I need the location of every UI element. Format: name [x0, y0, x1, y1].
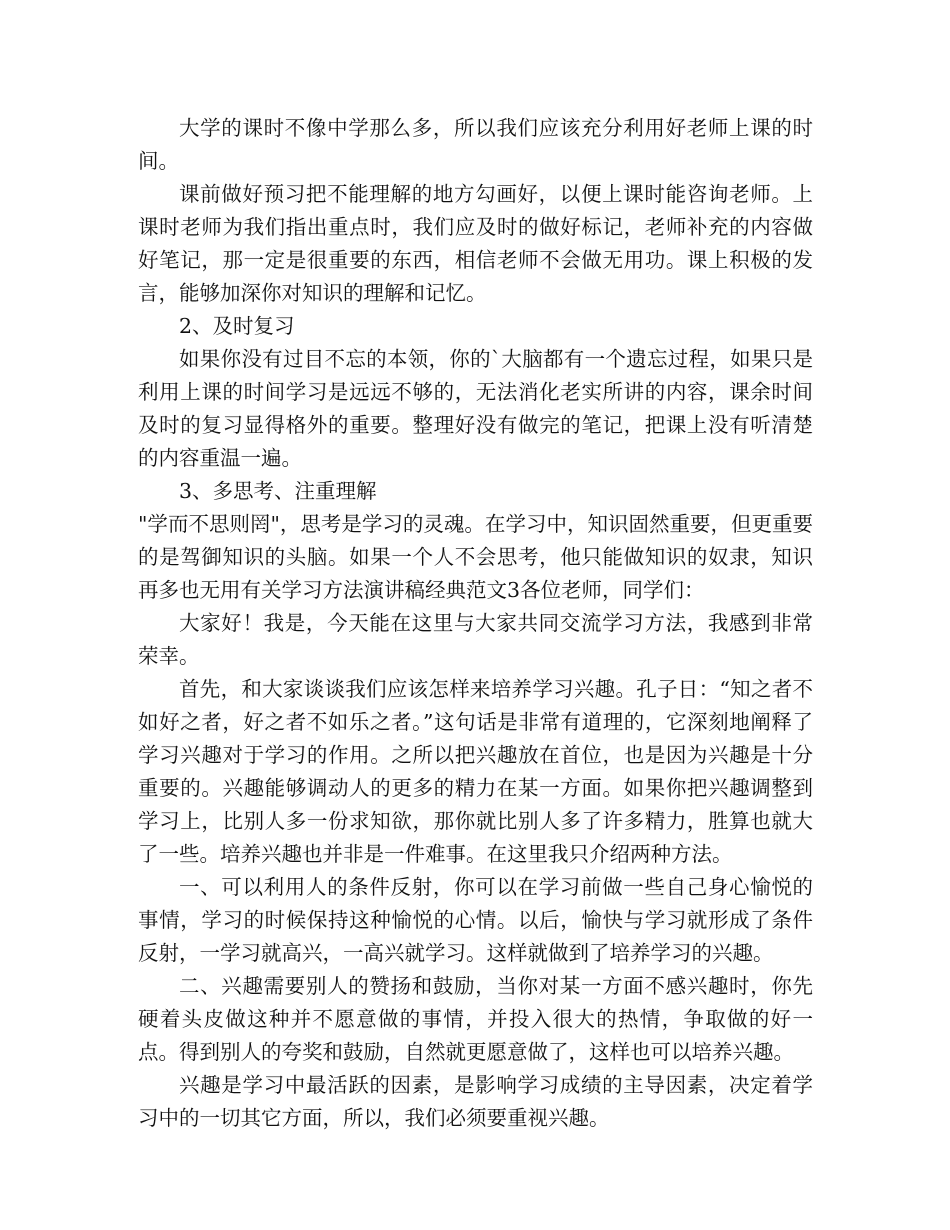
paragraph-review: 如果你没有过目不忘的本领，你的`大脑都有一个遗忘过程，如果只是利用上课的时间学习是远远不够的，无法消化老实所讲的内容，课余时间及时的复习显得格外的重要。整理好没有做完的笔记，把课上没有听清楚的内容重温一遍。 [138, 347, 813, 470]
paragraph-thinking: "学而不思则罔"，思考是学习的灵魂。在学习中，知识固然重要，但更重要的是驾御知识的头脑。如果一个人不会思考，他只能做知识的奴隶，知识再多也无用有关学习方法演讲稿经典范文3各位老师，同学们： [138, 512, 813, 602]
heading-thinking: 3、多思考、注重理解 [179, 479, 377, 503]
document-page [138, 112, 813, 1135]
paragraph-method-one: 一、可以利用人的条件反射，你可以在学习前做一些自己身心愉悦的事情，学习的时候保持这种愉悦的心情。以后，愉快与学习就形成了条件反射，一学习就高兴，一高兴就学习。这样就做到了培养学习的兴趣。 [138, 875, 813, 965]
paragraph-conclusion: 兴趣是学习中最活跃的因素，是影响学习成绩的主导因素，决定着学习中的一切其它方面，所以，我们必须要重视兴趣。 [138, 1073, 813, 1130]
paragraph-preview: 课前做好预习把不能理解的地方勾画好，以便上课时能咨询老师。上课时老师为我们指出重点时，我们应及时的做好标记，老师补充的内容做好笔记，那一定是很重要的东西，相信老师不会做无用功。课上积极的发言，能够加深你对知识的理解和记忆。 [138, 182, 813, 305]
paragraph-method-two: 二、兴趣需要别人的赞扬和鼓励，当你对某一方面不感兴趣时，你先硬着头皮做这种并不愿意做的事情，并投入很大的热情，争取做的好一点。得到别人的夸奖和鼓励，自然就更愿意做了，这样也可以培养兴趣。 [138, 974, 813, 1064]
paragraph-greeting: 大家好！我是，今天能在这里与大家共同交流学习方法，我感到非常荣幸。 [138, 611, 813, 668]
heading-review: 2、及时复习 [179, 314, 295, 338]
paragraph-class-time: 大学的课时不像中学那么多，所以我们应该充分利用好老师上课的时间。 [138, 116, 813, 173]
paragraph-interest: 首先，和大家谈谈我们应该怎样来培养学习兴趣。孔子日：“知之者不如好之者，好之者不如乐之者。”这句话是非常有道理的，它深刻地阐释了学习兴趣对于学习的作用。之所以把兴趣放在首位，也是因为兴趣是十分重要的。兴趣能够调动人的更多的精力在某一方面。如果你把兴趣调整到学习上，比别人多一份求知欲，那你就比别人多了许多精力，胜算也就大了一些。培养兴趣也并非是一件难事。在这里我只介绍两种方法。 [138, 677, 813, 866]
